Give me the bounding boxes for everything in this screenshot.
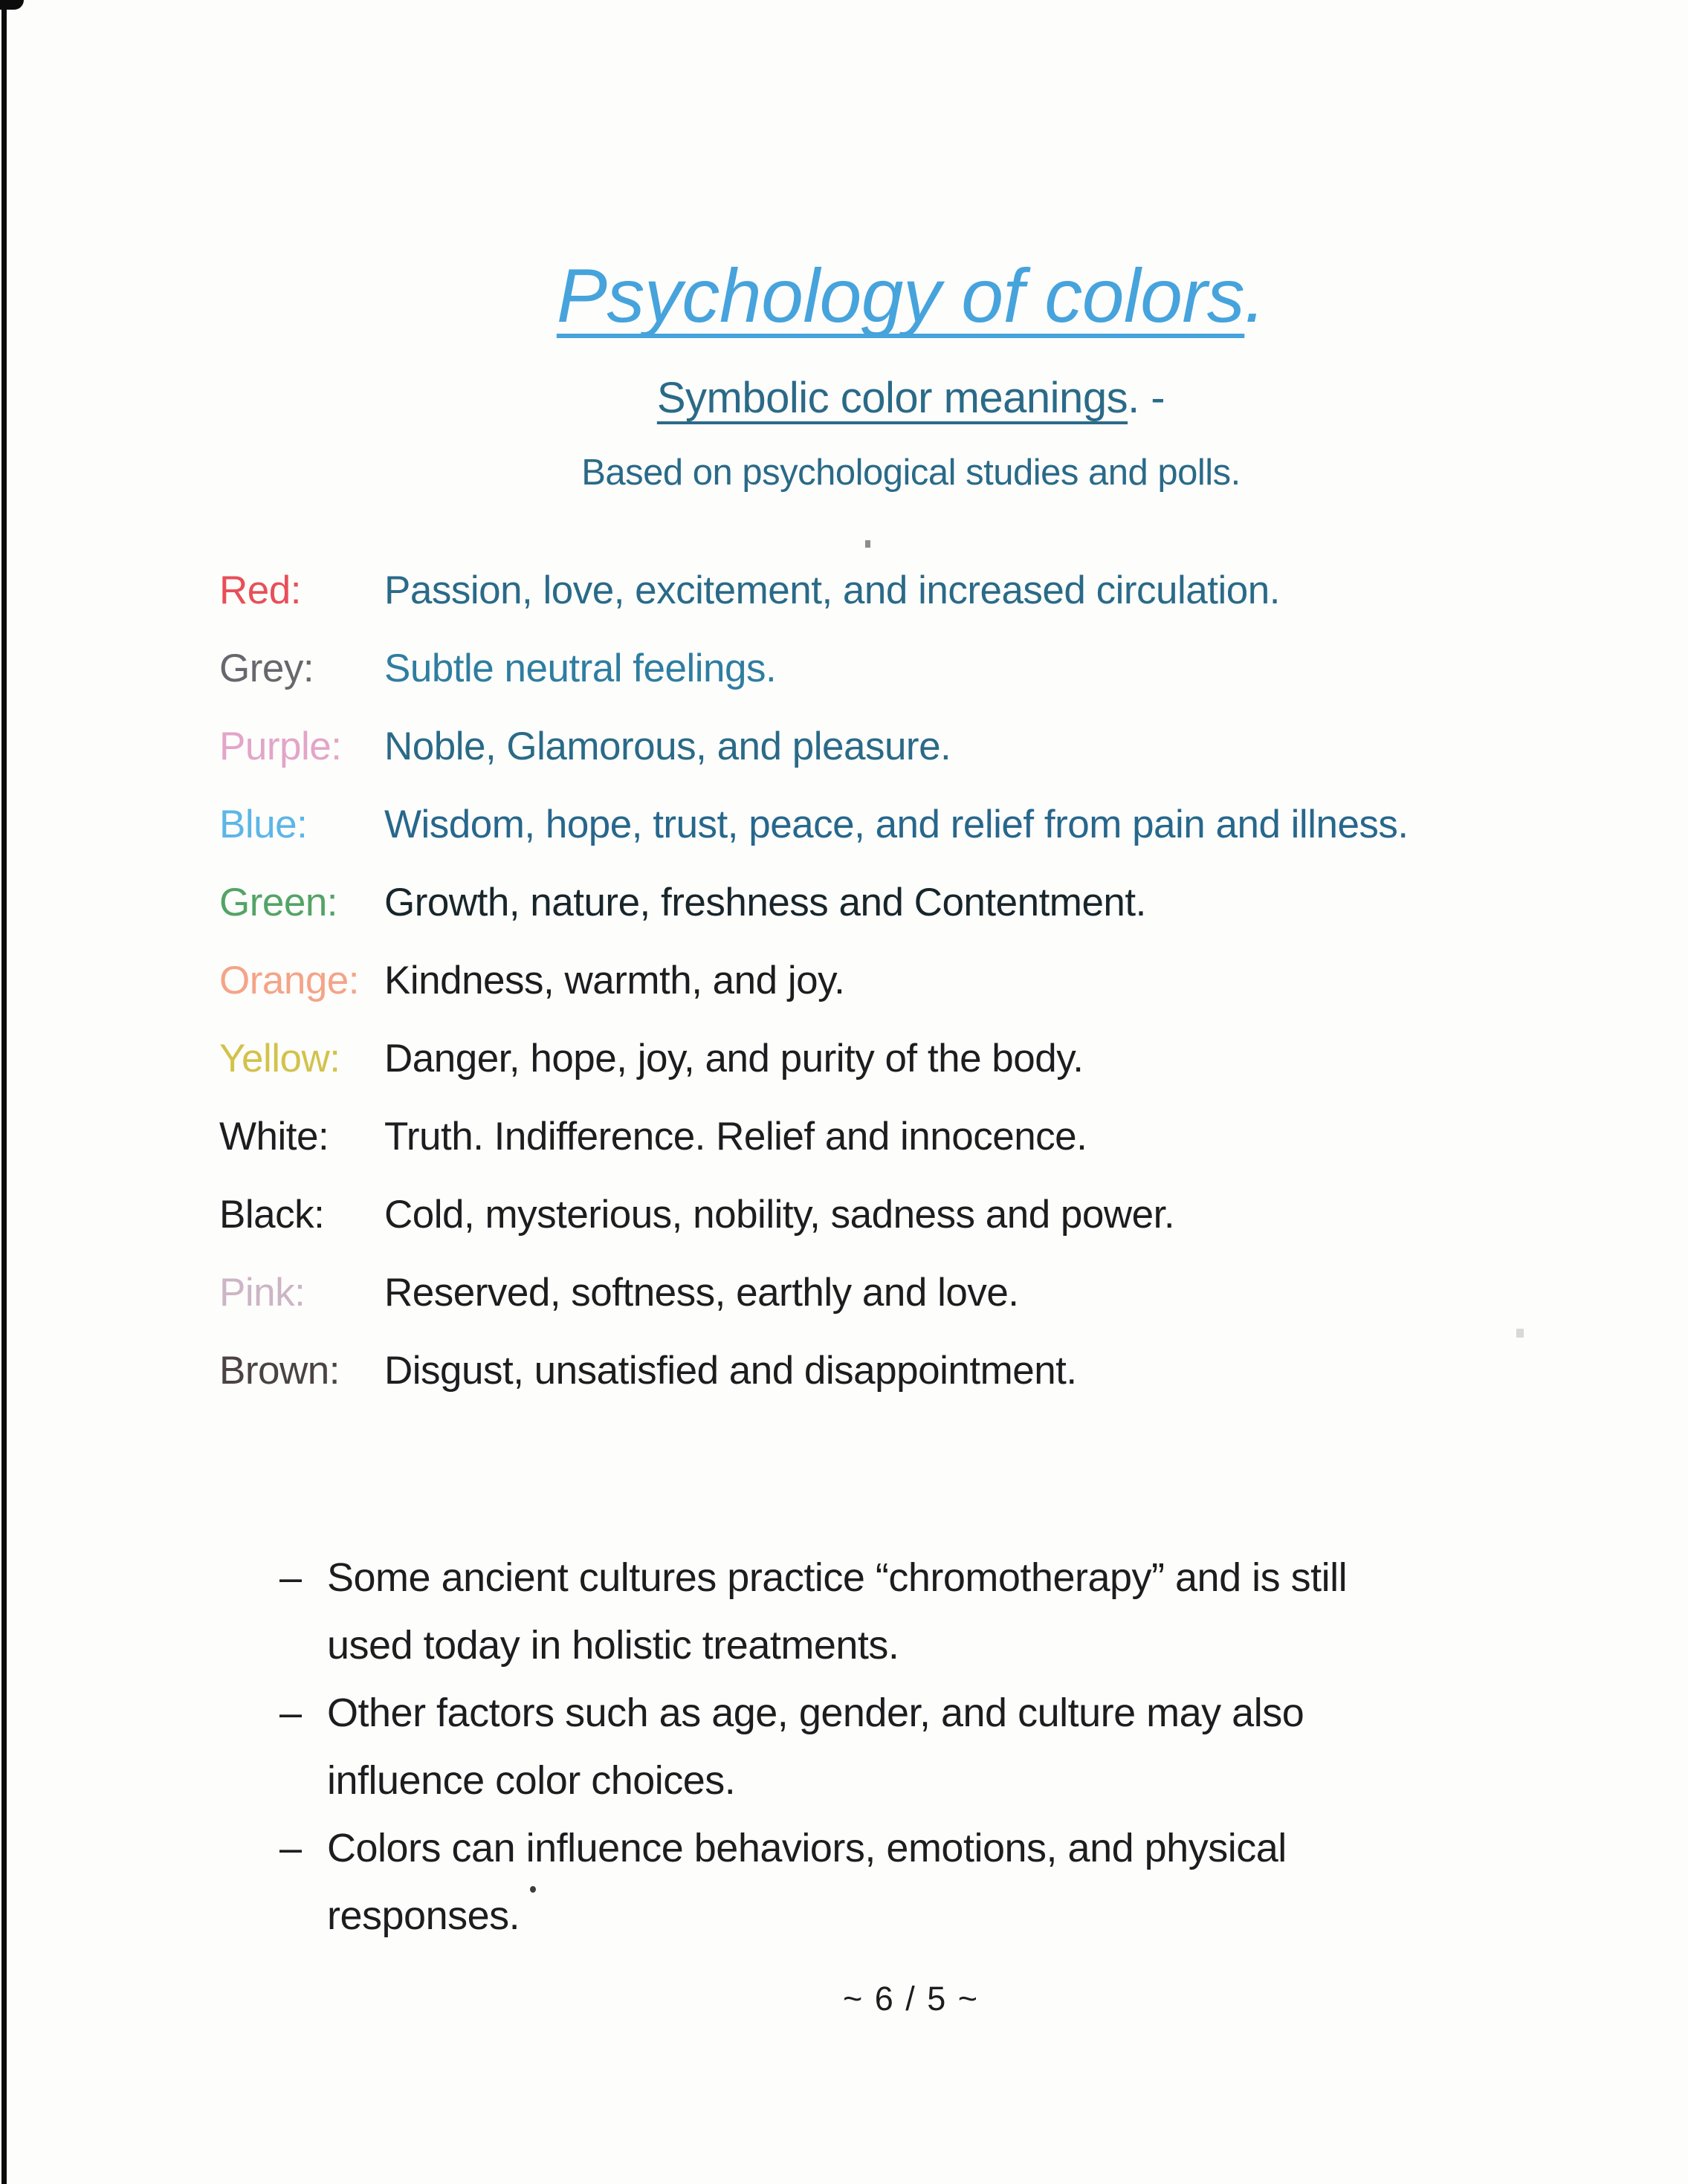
color-meaning-row [219,1176,1676,1254]
note-lines [327,1679,1632,1815]
color-meaning-row [219,785,1676,863]
notes-list [279,1544,1632,1950]
note-item [279,1544,1632,1679]
color-description: Cold, mysterious, nobility, sadness and power. [384,1193,1175,1237]
note-line: Other factors such as age, gender, and culture may also [327,1691,1304,1735]
page-subtitle [134,373,1688,423]
scan-artifact-top-left-corner [0,0,24,10]
color-meaning-row [219,1098,1676,1176]
color-label: Orange: [219,959,360,1002]
note-lines [327,1815,1632,1950]
color-label: Grey: [219,647,314,690]
color-label: Brown: [219,1349,340,1393]
color-description: Disgust, unsatisfied and disappointment. [384,1349,1077,1393]
color-description: Noble, Glamorous, and pleasure. [384,725,951,768]
note-lines [327,1544,1632,1679]
note-item [279,1679,1632,1815]
note-dash-marker: – [279,1691,302,1735]
page-title-period: . [1244,253,1266,338]
color-label: White: [219,1115,329,1159]
color-description: Danger, hope, joy, and purity of the body. [384,1037,1084,1080]
color-meaning-row [219,1332,1676,1410]
note-line: responses. [327,1893,520,1938]
color-description: Subtle neutral feelings. [384,647,777,690]
page-title [134,253,1688,340]
color-description: Wisdom, hope, trust, peace, and relief from pain and illness. [384,803,1409,846]
color-label: Pink: [219,1271,305,1315]
color-meaning-row [219,863,1676,942]
page-subtitle-text: Symbolic color meanings [656,374,1128,422]
color-description: Truth. Indifference. Relief and innocence. [384,1115,1087,1159]
color-meaning-row [219,1254,1676,1332]
color-description: Passion, love, excitement, and increased circulation. [384,568,1280,612]
document-content [134,0,1688,2184]
color-label: Blue: [219,803,308,846]
note-line: influence color choices. [327,1758,736,1803]
color-description: Growth, nature, freshness and Contentment. [384,881,1146,924]
color-description: Reserved, softness, earthly and love. [384,1271,1019,1315]
color-label: Green: [219,881,338,924]
page-subtitle-suffix: . - [1128,374,1165,422]
color-meaning-row [219,707,1676,785]
color-meaning-row [219,629,1676,707]
color-meaning-row [219,1020,1676,1098]
page-title-text: Psychology of colors [556,253,1245,338]
color-meanings-list [219,551,1676,1410]
note-line: Colors can influence behaviors, emotions, and physical [327,1826,1287,1870]
scan-artifact-left-edge [1,0,7,2184]
color-label: Purple: [219,725,342,768]
page-number: ~ 6 / 5 ~ [842,1980,980,2018]
note-line: used today in holistic treatments. [327,1623,899,1668]
color-label: Black: [219,1193,325,1237]
color-description: Kindness, warmth, and joy. [384,959,845,1002]
note-line: Some ancient cultures practice “chromotherapy” and is still [327,1555,1348,1600]
color-label: Red: [219,568,301,612]
color-meaning-row [219,942,1676,1020]
color-label: Yellow: [219,1037,340,1080]
color-meaning-row [219,551,1676,629]
note-dash-marker: – [279,1826,302,1870]
note-dash-marker: – [279,1555,302,1600]
note-item [279,1815,1632,1950]
page-tagline: Based on psychological studies and polls. [581,453,1241,493]
